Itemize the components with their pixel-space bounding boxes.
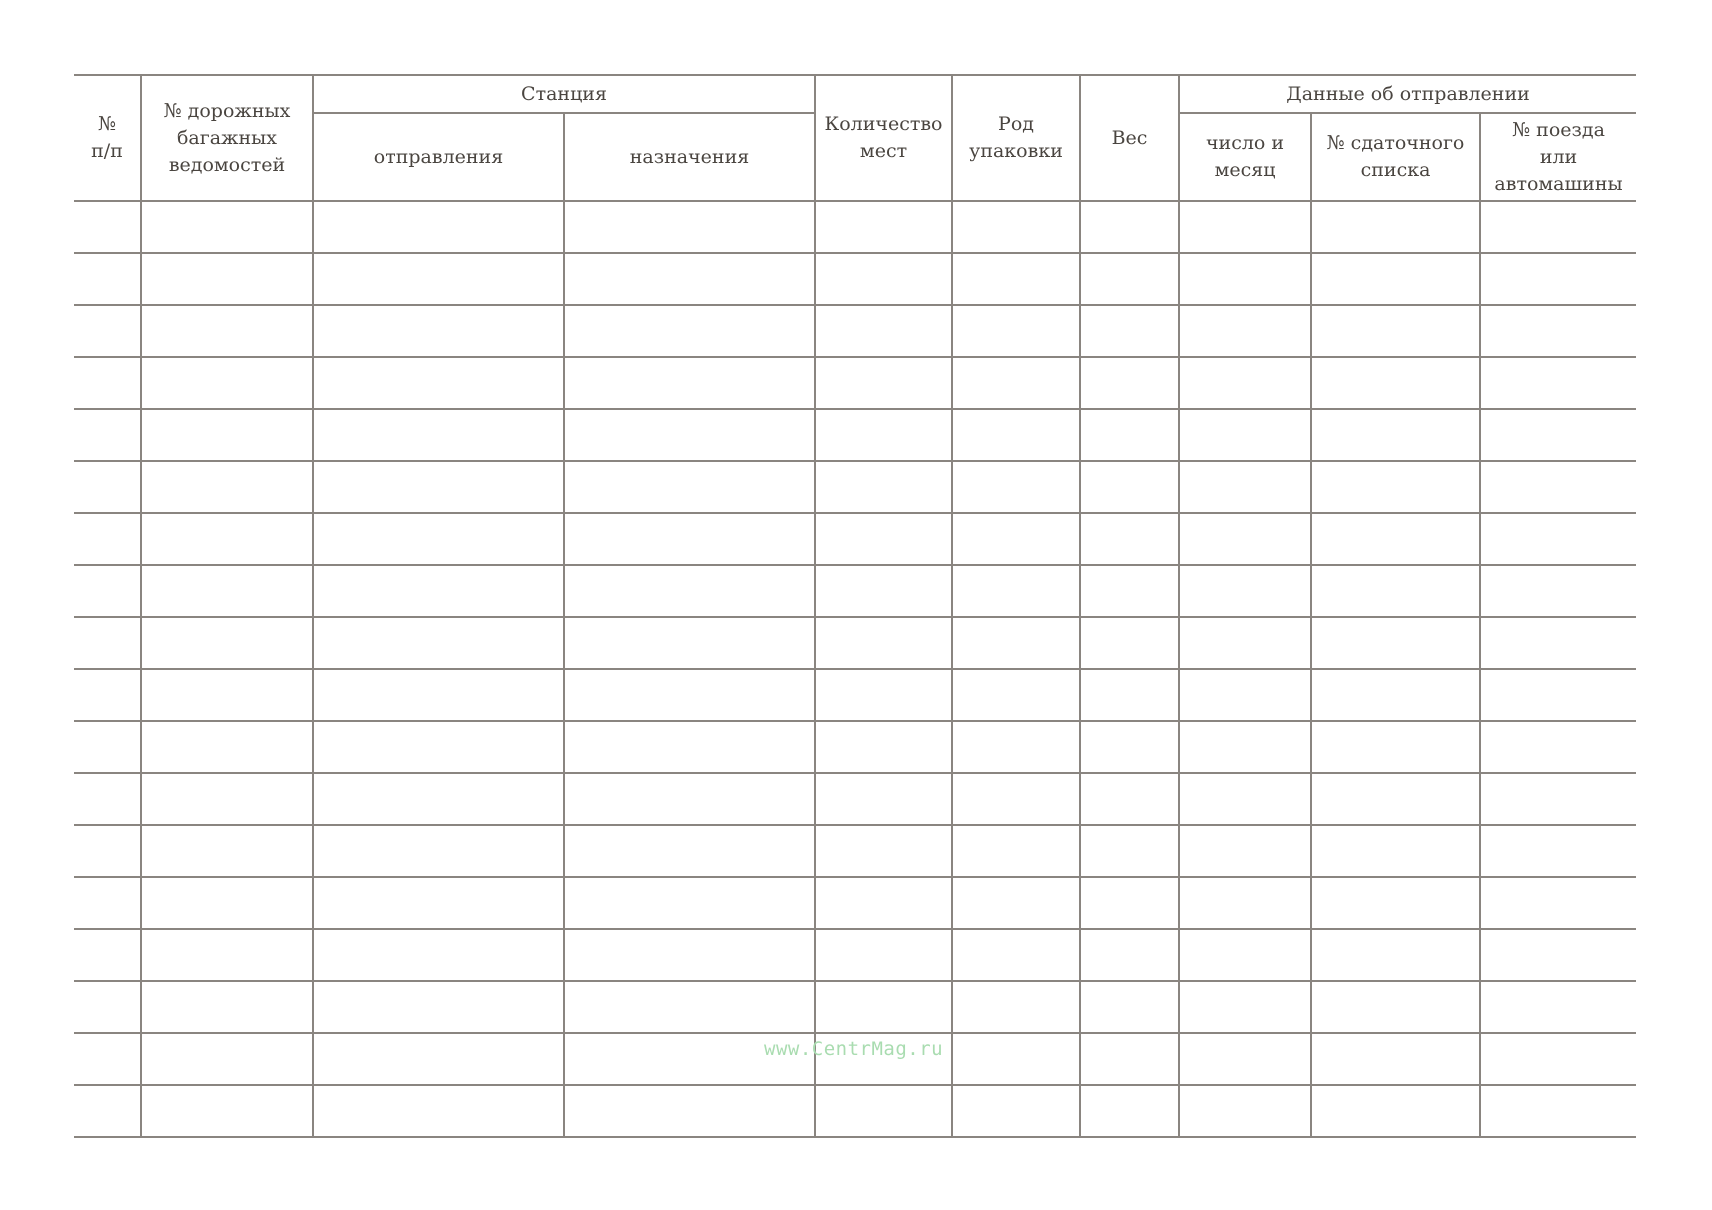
blank-cell [1311, 253, 1480, 305]
blank-cell [952, 1033, 1080, 1085]
blank-cell [141, 305, 313, 357]
table-row [74, 825, 1636, 877]
blank-cell [141, 513, 313, 565]
blank-cell [141, 669, 313, 721]
blank-cell [1311, 825, 1480, 877]
blank-cell [313, 721, 564, 773]
blank-cell [952, 565, 1080, 617]
blank-cell [952, 357, 1080, 409]
blank-cell [1080, 929, 1179, 981]
blank-cell [1480, 981, 1636, 1033]
blank-cell [141, 929, 313, 981]
blank-cell [952, 1085, 1080, 1137]
col-waybill-numbers-header: № дорожных багажных ведомостей [141, 75, 313, 201]
blank-cell [1080, 617, 1179, 669]
blank-cell [815, 929, 952, 981]
table-row [74, 565, 1636, 617]
blank-cell [141, 201, 313, 253]
blank-cell [141, 565, 313, 617]
blank-cell [1480, 201, 1636, 253]
blank-cell [1311, 357, 1480, 409]
col-row-number-header: № п/п [74, 75, 141, 201]
blank-cell [564, 461, 815, 513]
col-train-vehicle-header: № поезда или автомашины [1480, 113, 1636, 201]
blank-cell [74, 825, 141, 877]
blank-cell [1311, 617, 1480, 669]
blank-cell [564, 305, 815, 357]
blank-cell [313, 513, 564, 565]
blank-cell [1480, 513, 1636, 565]
blank-cell [1080, 1033, 1179, 1085]
blank-cell [1179, 201, 1311, 253]
dispatch-data-group-header: Данные об отправлении [1179, 75, 1636, 113]
blank-cell [1480, 565, 1636, 617]
blank-cell [564, 409, 815, 461]
table-row [74, 461, 1636, 513]
blank-cell [1480, 357, 1636, 409]
blank-cell [952, 201, 1080, 253]
blank-cell [1311, 565, 1480, 617]
blank-cell [952, 929, 1080, 981]
blank-cell [815, 513, 952, 565]
blank-cell [1311, 201, 1480, 253]
col-station-departure-header: отправления [313, 113, 564, 201]
blank-cell [141, 981, 313, 1033]
blank-cell [815, 981, 952, 1033]
blank-cell [1080, 825, 1179, 877]
table-row [74, 409, 1636, 461]
blank-cell [952, 721, 1080, 773]
blank-cell [815, 253, 952, 305]
table-row [74, 305, 1636, 357]
blank-cell [952, 825, 1080, 877]
blank-cell [74, 409, 141, 461]
col-quantity-header: Количество мест [815, 75, 952, 201]
blank-cell [815, 305, 952, 357]
blank-cell [74, 513, 141, 565]
blank-cell [313, 461, 564, 513]
blank-cell [815, 825, 952, 877]
blank-cell [952, 877, 1080, 929]
blank-cell [141, 877, 313, 929]
blank-cell [564, 617, 815, 669]
blank-cell [313, 1033, 564, 1085]
blank-cell [313, 1085, 564, 1137]
blank-cell [564, 721, 815, 773]
blank-cell [313, 825, 564, 877]
blank-cell [1179, 721, 1311, 773]
blank-cell [1179, 929, 1311, 981]
blank-cell [74, 721, 141, 773]
blank-cell [1480, 929, 1636, 981]
blank-cell [564, 981, 815, 1033]
blank-cell [74, 461, 141, 513]
blank-cell [1080, 1085, 1179, 1137]
blank-cell [564, 201, 815, 253]
blank-cell [141, 721, 313, 773]
blank-cell [74, 305, 141, 357]
blank-cell [74, 617, 141, 669]
blank-cell [1311, 981, 1480, 1033]
blank-cell [1080, 409, 1179, 461]
blank-cell [1480, 877, 1636, 929]
blank-cell [1311, 669, 1480, 721]
blank-cell [313, 201, 564, 253]
blank-cell [1080, 305, 1179, 357]
table-row [74, 617, 1636, 669]
blank-cell [74, 201, 141, 253]
blank-cell [1311, 773, 1480, 825]
blank-cell [564, 565, 815, 617]
blank-cell [1080, 513, 1179, 565]
baggage-register-table [74, 74, 1636, 1138]
col-weight-header: Вес [1080, 75, 1179, 201]
blank-cell [141, 1033, 313, 1085]
blank-cell [1179, 669, 1311, 721]
blank-cell [564, 877, 815, 929]
blank-cell [74, 357, 141, 409]
blank-cell [1179, 1033, 1311, 1085]
blank-cell [74, 1085, 141, 1137]
table-row [74, 981, 1636, 1033]
blank-cell [1080, 669, 1179, 721]
blank-cell [313, 253, 564, 305]
blank-cell [815, 357, 952, 409]
blank-cell [1179, 825, 1311, 877]
blank-cell [1080, 461, 1179, 513]
blank-cell [1179, 305, 1311, 357]
blank-cell [141, 1085, 313, 1137]
blank-cell [1080, 201, 1179, 253]
blank-cell [1311, 513, 1480, 565]
blank-cell [141, 409, 313, 461]
blank-cell [564, 1085, 815, 1137]
blank-cell [952, 669, 1080, 721]
blank-cell [1179, 981, 1311, 1033]
blank-cell [1480, 253, 1636, 305]
blank-cell [952, 773, 1080, 825]
blank-cell [313, 669, 564, 721]
blank-cell [952, 409, 1080, 461]
table-body [74, 201, 1636, 1137]
blank-cell [1080, 357, 1179, 409]
table-row [74, 773, 1636, 825]
blank-cell [313, 305, 564, 357]
blank-cell [952, 513, 1080, 565]
blank-cell [564, 825, 815, 877]
blank-cell [1179, 357, 1311, 409]
blank-cell [141, 773, 313, 825]
blank-cell [564, 253, 815, 305]
watermark-text: www.CentrMag.ru [764, 1038, 944, 1060]
blank-cell [313, 357, 564, 409]
blank-cell [313, 981, 564, 1033]
blank-cell [1179, 1085, 1311, 1137]
table-row [74, 253, 1636, 305]
blank-cell [564, 773, 815, 825]
blank-cell [1179, 253, 1311, 305]
blank-cell [1480, 1085, 1636, 1137]
blank-cell [1480, 825, 1636, 877]
blank-cell [564, 357, 815, 409]
blank-cell [74, 929, 141, 981]
blank-cell [1311, 305, 1480, 357]
blank-cell [74, 981, 141, 1033]
blank-cell [564, 513, 815, 565]
table-row [74, 929, 1636, 981]
blank-cell [815, 1085, 952, 1137]
blank-cell [313, 409, 564, 461]
table-header [74, 75, 1636, 201]
blank-cell [815, 617, 952, 669]
blank-cell [1480, 409, 1636, 461]
table-row [74, 201, 1636, 253]
blank-cell [1179, 461, 1311, 513]
blank-cell [313, 877, 564, 929]
blank-cell [1080, 565, 1179, 617]
blank-cell [1311, 1033, 1480, 1085]
col-station-destination-header: назначения [564, 113, 815, 201]
table-row [74, 513, 1636, 565]
blank-cell [313, 773, 564, 825]
blank-cell [1080, 773, 1179, 825]
table-row [74, 1085, 1636, 1137]
table-row [74, 877, 1636, 929]
blank-cell [1179, 409, 1311, 461]
col-handover-list-header: № сдаточного списка [1311, 113, 1480, 201]
table-row [74, 357, 1636, 409]
blank-cell [1179, 513, 1311, 565]
blank-cell [74, 565, 141, 617]
blank-cell [1480, 721, 1636, 773]
header-row-top [74, 75, 1636, 113]
blank-cell [74, 1033, 141, 1085]
blank-cell [815, 877, 952, 929]
blank-cell [1080, 721, 1179, 773]
blank-cell [141, 825, 313, 877]
blank-cell [1480, 1033, 1636, 1085]
blank-cell [815, 461, 952, 513]
blank-cell [564, 929, 815, 981]
blank-cell [1080, 877, 1179, 929]
table-row [74, 721, 1636, 773]
blank-cell [1179, 877, 1311, 929]
blank-cell [313, 565, 564, 617]
blank-cell [1080, 981, 1179, 1033]
blank-cell [74, 253, 141, 305]
blank-cell [815, 721, 952, 773]
blank-cell [141, 461, 313, 513]
blank-cell [815, 565, 952, 617]
blank-cell [564, 669, 815, 721]
blank-cell [1480, 461, 1636, 513]
blank-cell [1311, 721, 1480, 773]
blank-cell [952, 461, 1080, 513]
col-packaging-header: Род упаковки [952, 75, 1080, 201]
blank-cell [74, 773, 141, 825]
blank-cell [1311, 877, 1480, 929]
blank-cell [1311, 461, 1480, 513]
blank-cell [74, 669, 141, 721]
table-row [74, 669, 1636, 721]
blank-cell [815, 669, 952, 721]
blank-cell [1311, 929, 1480, 981]
blank-cell [1480, 773, 1636, 825]
col-dispatch-date-header: число и месяц [1179, 113, 1311, 201]
blank-cell [313, 929, 564, 981]
blank-cell [1480, 669, 1636, 721]
blank-cell [141, 617, 313, 669]
blank-cell [952, 305, 1080, 357]
blank-cell [1179, 773, 1311, 825]
blank-cell [1311, 409, 1480, 461]
blank-cell [952, 617, 1080, 669]
blank-cell [1179, 617, 1311, 669]
blank-cell [815, 773, 952, 825]
blank-cell [1080, 253, 1179, 305]
blank-cell [141, 253, 313, 305]
blank-cell [952, 981, 1080, 1033]
blank-cell [313, 617, 564, 669]
blank-cell [1480, 617, 1636, 669]
blank-cell [952, 253, 1080, 305]
blank-cell [815, 201, 952, 253]
blank-cell [141, 357, 313, 409]
station-group-header: Станция [313, 75, 815, 113]
blank-cell [1311, 1085, 1480, 1137]
blank-cell [1480, 305, 1636, 357]
blank-cell [1179, 565, 1311, 617]
blank-cell [815, 409, 952, 461]
blank-cell [74, 877, 141, 929]
